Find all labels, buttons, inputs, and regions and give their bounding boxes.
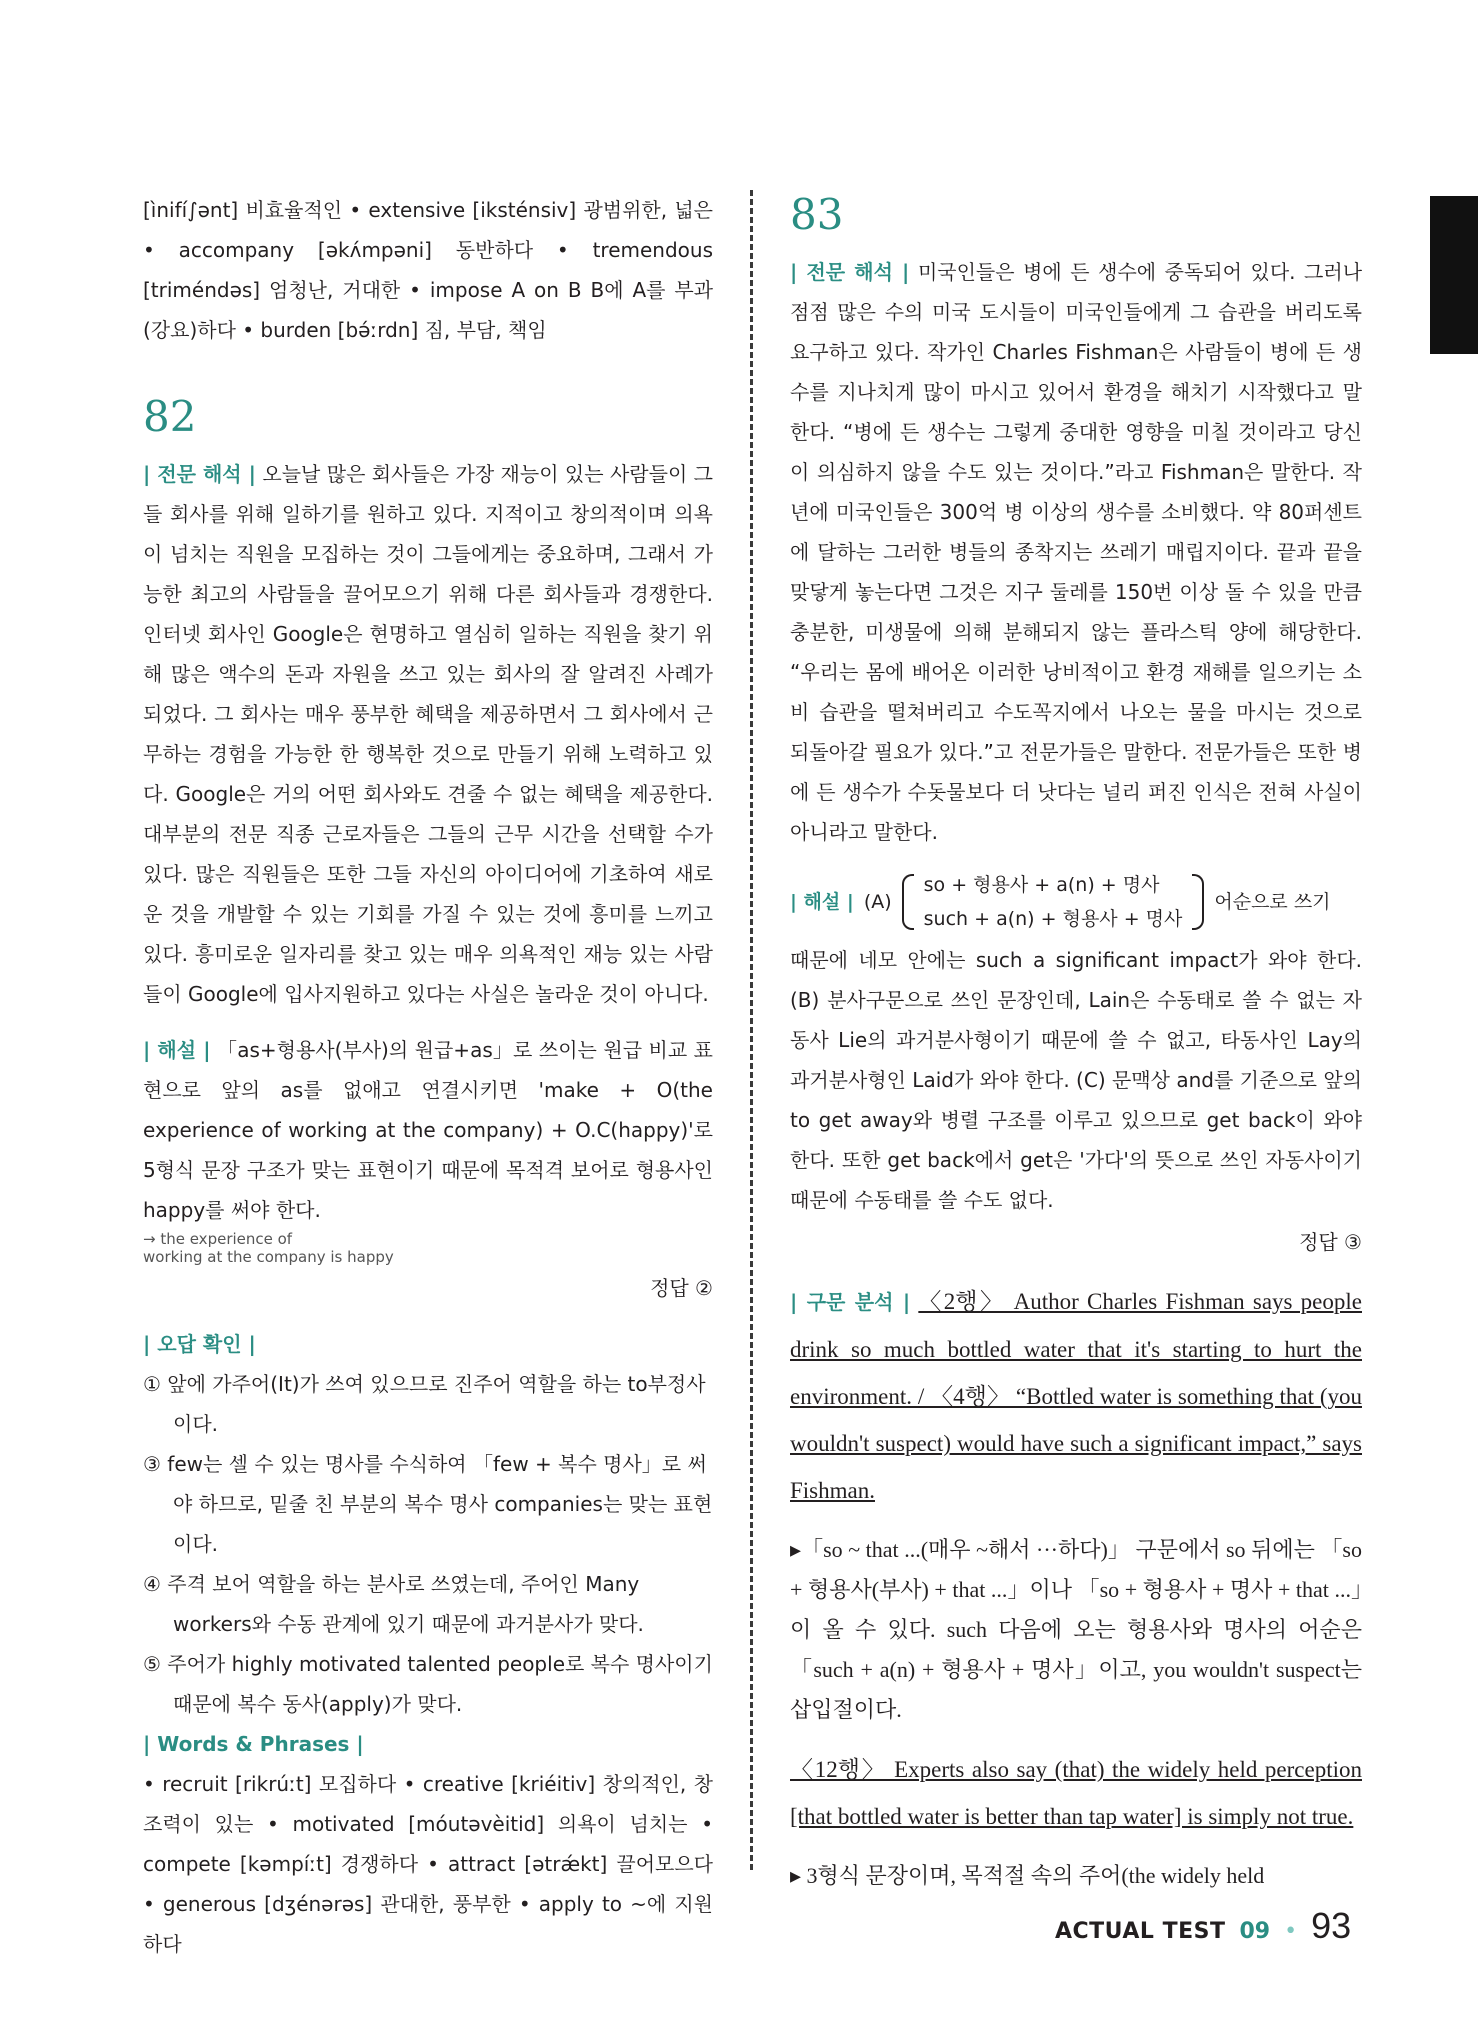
explanation-text: 「as+형용사(부사)의 원급+as」로 쓰이는 원급 비교 표현으로 앞의 as를 없애고 연결시키면 'make + O(the experience of working at the company) + O.C(happy)'로 5형식 문장 구조가 맞는 표현이기 때문에 목적격 보어로 형용사인 happy를 써야 한다. — [143, 1038, 714, 1222]
footer-dot: • — [1284, 1919, 1298, 1944]
wrong-heading — [143, 1324, 713, 1364]
section-number-82: 82 — [143, 392, 197, 441]
column-divider — [750, 190, 753, 1870]
explanation-note-1: → the experience of — [143, 1230, 293, 1248]
scheme-prefix: (A) — [863, 891, 892, 913]
words-heading — [143, 1724, 713, 1764]
words-label: | Words & Phrases | — [143, 1732, 364, 1756]
wrong-item: ④ 주격 보어 역할을 하는 분사로 쓰였는데, 주어인 Many workers와 수동 관계에 있기 때문에 과거분사가 맞다. — [143, 1572, 644, 1636]
syntax-sentence-2: 〈12행〉 Experts also say (that) the widely held perception [that bottled water is better than tap water] is simply not true. — [790, 1757, 1362, 1829]
wrong-label: | 오답 확인 | — [143, 1332, 256, 1356]
vocab-continued: [ìnifí∫ənt] 비효율적인 • extensive [iksténsiv] 광범위한, 넓은 • accompany [əkʌ́mpəni] 동반하다 • tremendous [triméndəs] 엄청난, 거대한 • impose A on B B에 A를 부과(강요)하다 • burden [bə́ːrdn] 짐, 부담, 책임 — [143, 198, 713, 342]
explanation-note-2: working at the company is happy — [143, 1248, 394, 1266]
left-column — [143, 190, 713, 1964]
scheme-lines — [924, 868, 1183, 936]
note-1: ▸「so ~ that ...(매우 ~해서 ···하다)」 구문에서 so 뒤에는 「so + 형용사(부사) + that ...」이나 「so + 형용사 + 명사 + that ...」이 올 수 있다. such 다음에 오는 형용사와 명사의 어순은 「such + a(n) + 형용사 + 명사」이고, you wouldn't suspect는 삽입절이다. — [790, 1537, 1362, 1722]
answer-82: 정답 ② — [650, 1276, 713, 1300]
section-number-83: 83 — [790, 190, 844, 239]
scheme-suffix: 어순으로 쓰기 — [1214, 891, 1331, 913]
explanation-notes — [143, 1230, 713, 1266]
explanation-82 — [143, 1030, 713, 1230]
words-text: • recruit [rikrúːt] 모집하다 • creative [kriéitiv] 창의적인, 창조력이 있는 • motivated [móutəvèitid] 의욕이 넘치는 • compete [kəmpíːt] 경쟁하다 • attract [ətrǽkt] 끌어모으다 • generous [dʒénərəs] 관대한, 풍부한 • apply to ~에 지원하다 — [143, 1772, 713, 1956]
explanation-text: 때문에 네모 안에는 such a significant impact가 와야 한다. (B) 분사구문으로 쓰인 문장인데, Lain은 수동태로 쓸 수 없는 자동사 Lie의 과거분사형이기 때문에 쓸 수 없고, 타동사인 Lay의 과거분사형인 Laid가 와야 한다. (C) 문맥상 and를 기준으로 앞의 to get away와 병렬 구조를 이루고 있으므로 get back이 와야 한다. 또한 get back에서 get은 '가다'의 뜻으로 쓰인 자동사이기 때문에 수동태를 쓸 수도 없다. — [790, 948, 1362, 1212]
syntax-sentence-1: 〈2행〉 Author Charles Fishman says people drink so much bottled water that it's starting to hurt the environment. / 〈4행〉 “Bottled water is something that (you wouldn't suspect) would have such a significant impact,” says Fishman. — [790, 1289, 1362, 1503]
note-2: ▸ 3형식 문장이며, 목적절 속의 주어(the widely held — [790, 1863, 1265, 1888]
wrong-item: ① 앞에 가주어(It)가 쓰여 있으므로 진주어 역할을 하는 to부정사이다. — [143, 1372, 706, 1436]
left-brace — [902, 874, 914, 930]
translation-label: | 전문 해석 | — [790, 260, 910, 284]
scheme-line-2: such + a(n) + 형용사 + 명사 — [923, 908, 1183, 930]
page-footer — [1055, 1905, 1351, 1955]
translation-82 — [143, 454, 713, 1014]
syntax-2 — [790, 1746, 1362, 1840]
explanation-label: | 해설 | — [790, 891, 854, 913]
translation-text: 미국인들은 병에 든 생수에 중독되어 있다. 그러나 점점 많은 수의 미국 도시들이 미국인들에게 그 습관을 버리도록 요구하고 있다. 작가인 Charles Fishman은 사람들이 병에 든 생수를 지나치게 많이 마시고 있어서 환경을 해치기 시작했다고 말한다. “병에 든 생수는 그렇게 중대한 영향을 미칠 것이라고 당신이 의심하지 않을 수도 있는 것이다.”라고 Fishman은 말한다. 작년에 미국인들은 300억 병 이상의 생수를 소비했다. 약 80퍼센트에 달하는 그러한 병들의 종착지는 쓰레기 매립지이다. 끝과 끝을 맞닿게 놓는다면 그것은 지구 둘레를 150번 이상 돌 수 있을 만큼 충분한, 미생물에 의해 분해되지 않는 플라스틱 양에 해당한다. “우리는 몸에 배어온 이러한 낭비적이고 환경 재해를 일으키는 소비 습관을 떨쳐버리고 수도꼭지에서 나오는 물을 마시는 것으로 되돌아갈 필요가 있다.”고 전문가들은 말한다. 전문가들은 또한 병에 든 생수가 수돗물보다 더 낫다는 널리 퍼진 인식은 전혀 사실이 아니라고 말한다. — [790, 260, 1363, 844]
wrong-list — [143, 1364, 713, 1724]
word-order-scheme — [790, 868, 1362, 936]
scheme-line-1: so + 형용사 + a(n) + 명사 — [923, 874, 1160, 896]
translation-label: | 전문 해석 | — [143, 462, 256, 486]
footer-test-number: 09 — [1239, 1919, 1271, 1944]
footer-title: ACTUAL TEST — [1055, 1919, 1226, 1944]
translation-83 — [790, 252, 1362, 852]
syntax-1 — [790, 1278, 1362, 1514]
right-brace — [1192, 874, 1204, 930]
wrong-item: ⑤ 주어가 highly motivated talented people로 복수 명사이기 때문에 복수 동사(apply)가 맞다. — [143, 1652, 713, 1716]
translation-text: 오늘날 많은 회사들은 가장 재능이 있는 사람들이 그들 회사를 위해 일하기를 원하고 있다. 지적이고 창의적이며 의욕이 넘치는 직원을 모집하는 것이 그들에게는 중요하며, 그래서 가능한 최고의 사람들을 끌어모으기 위해 다른 회사들과 경쟁한다. 인터넷 회사인 Google은 현명하고 열심히 일하는 직원을 찾기 위해 많은 액수의 돈과 자원을 쓰고 있는 회사의 잘 알려진 사례가 되었다. 그 회사는 매우 풍부한 혜택을 제공하면서 그 회사에서 근무하는 경험을 가능한 한 행복한 것으로 만들기 위해 노력하고 있다. Google은 거의 어떤 회사와도 견줄 수 없는 혜택을 제공한다. 대부분의 전문 직종 근로자들은 그들의 근무 시간을 선택할 수가 있다. 많은 직원들은 또한 그들 자신의 아이디어에 기초하여 새로운 것을 개발할 수 있는 기회를 가질 수 있는 것에 흥미를 느끼고 있다. 흥미로운 일자리를 찾고 있는 매우 의욕적인 재능 있는 사람들이 Google에 입사지원하고 있다는 사실은 놀라운 것이 아니다. — [143, 462, 713, 1006]
wrong-item: ③ few는 셀 수 있는 명사를 수식하여 「few + 복수 명사」로 써야 하므로, 밑줄 친 부분의 복수 명사 companies는 맞는 표현이다. — [143, 1452, 713, 1556]
chapter-tab — [1430, 196, 1478, 354]
syntax-label: | 구문 분석 | — [790, 1290, 911, 1314]
answer-83: 정답 ③ — [1299, 1230, 1362, 1254]
page-number: 93 — [1311, 1905, 1352, 1946]
right-column — [790, 190, 1362, 1896]
explanation-label: | 해설 | — [143, 1038, 211, 1062]
